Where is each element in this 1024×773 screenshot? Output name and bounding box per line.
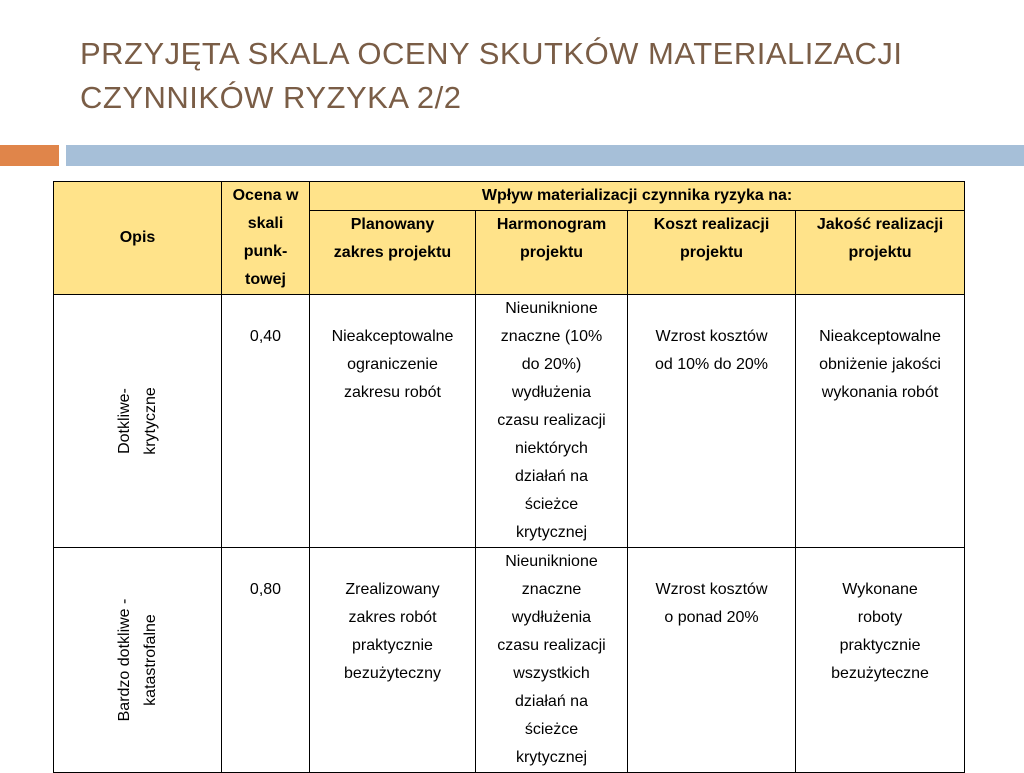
cell-line: krytycznej — [515, 524, 588, 541]
header-jakosc — [796, 211, 965, 295]
row-2-planowany — [310, 548, 476, 773]
cell-line: o ponad 20% — [664, 609, 759, 626]
cell-line: znaczne — [521, 581, 582, 598]
cell-line: roboty — [857, 609, 903, 626]
table-row — [54, 295, 965, 548]
row-opis-line: Bardzo dotkliwe - — [115, 598, 133, 722]
header-ocena-line: skali — [247, 215, 284, 232]
accent-bar-orange — [0, 145, 59, 166]
cell-line: Zrealizowany — [345, 581, 440, 598]
row-1-koszt — [628, 295, 796, 548]
row-2-koszt — [628, 548, 796, 773]
slide-title-line-1: PRZYJĘTA SKALA OCENY SKUTKÓW MATERIALIZACJI — [80, 36, 903, 71]
row-2-jakosc — [796, 548, 965, 773]
header-planowany-line: Planowany — [350, 216, 435, 233]
row-1-planowany — [310, 295, 476, 548]
header-opis: Opis — [54, 182, 222, 295]
cell-line: znaczne (10% — [500, 328, 603, 345]
slide-title-line-2: CZYNNIKÓW RYZYKA 2/2 — [80, 80, 462, 115]
row-1-harmonogram — [476, 295, 628, 548]
cell-line: obniżenie jakości — [819, 356, 941, 373]
header-jakosc-line: Jakość realizacji — [816, 216, 944, 233]
header-koszt-line: Koszt realizacji — [653, 216, 770, 233]
header-harmonogram-line: projektu — [519, 244, 584, 261]
row-1-opis — [54, 295, 222, 548]
row-2-opis — [54, 548, 222, 773]
cell-line: Nieakceptowalne — [331, 328, 454, 345]
cell-line: Wzrost kosztów — [655, 328, 768, 345]
cell-line: czasu realizacji — [497, 637, 606, 654]
cell-line: ścieżce — [524, 496, 579, 513]
cell-line: zakresu robót — [344, 384, 441, 401]
cell-line: Nieuniknione — [505, 300, 598, 317]
row-2-harmonogram — [476, 548, 628, 773]
cell-line: zakres robót — [348, 609, 437, 626]
cell-line: Nieuniknione — [505, 553, 598, 570]
slide-title — [80, 32, 1000, 120]
cell-line: Nieakceptowalne — [819, 328, 941, 345]
row-2-ocena: 0,80 — [222, 548, 310, 773]
cell-line: bezużyteczne — [831, 665, 929, 682]
header-harmonogram — [476, 211, 628, 295]
header-ocena — [222, 182, 310, 295]
header-ocena-line: Ocena w — [232, 187, 299, 204]
cell-line: wydłużenia — [511, 609, 592, 626]
header-ocena-line: towej — [245, 271, 286, 288]
header-planowany-line: zakres projektu — [333, 244, 452, 261]
cell-line: wykonania robót — [821, 384, 939, 401]
header-ocena-line: punk- — [243, 243, 288, 260]
cell-line: działań na — [515, 693, 588, 710]
cell-line: bezużyteczny — [344, 665, 441, 682]
cell-line: Wzrost kosztów — [655, 581, 768, 598]
row-opis-line: Dotkliwe- — [115, 388, 133, 454]
risk-impact-table — [53, 181, 965, 773]
cell-line: Wykonane — [842, 581, 918, 598]
header-jakosc-line: projektu — [848, 244, 912, 261]
row-1-ocena: 0,40 — [222, 295, 310, 548]
accent-bar-blue — [66, 145, 1024, 166]
cell-line: wydłużenia — [511, 384, 592, 401]
cell-line: wszystkich — [513, 665, 590, 682]
cell-line: praktycznie — [839, 637, 921, 654]
cell-line: krytycznej — [515, 749, 588, 766]
cell-line: do 20%) — [521, 356, 582, 373]
row-opis-line: katastrofalne — [141, 614, 159, 706]
row-opis-line: krytyczne — [141, 387, 159, 455]
row-1-jakosc — [796, 295, 965, 548]
header-koszt-line: projektu — [679, 244, 744, 261]
cell-line: od 10% do 20% — [655, 356, 768, 373]
header-harmonogram-line: Harmonogram — [496, 216, 607, 233]
header-impact-group: Wpływ materializacji czynnika ryzyka na: — [310, 182, 965, 211]
header-koszt — [628, 211, 796, 295]
cell-line: niektórych — [515, 440, 588, 457]
cell-line: ścieżce — [524, 721, 579, 738]
cell-line: działań na — [515, 468, 588, 485]
cell-line: praktycznie — [352, 637, 433, 654]
cell-line: ograniczenie — [347, 356, 438, 373]
header-planowany — [310, 211, 476, 295]
cell-line: czasu realizacji — [497, 412, 606, 429]
table-row — [54, 548, 965, 773]
